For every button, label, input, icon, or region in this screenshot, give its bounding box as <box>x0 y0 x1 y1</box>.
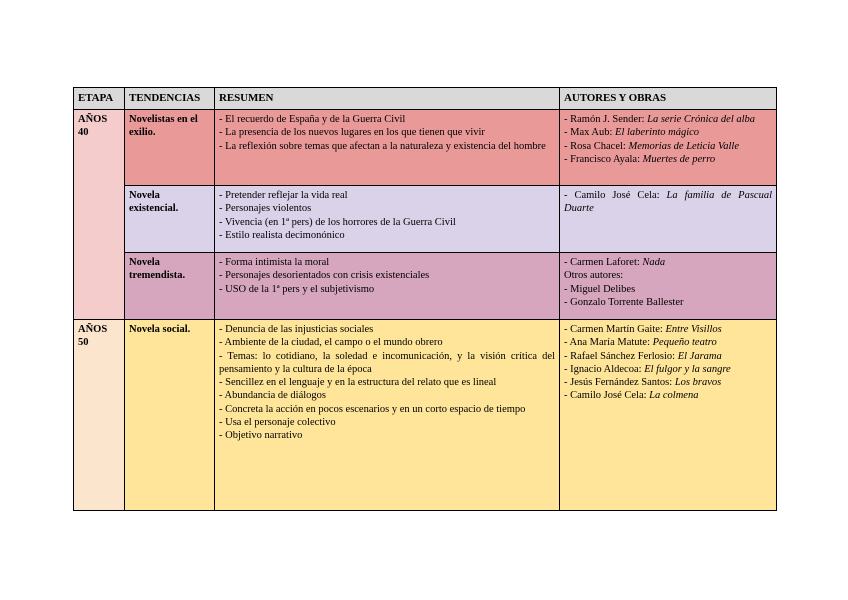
autor-line <box>564 189 772 216</box>
resumen-line: - La reflexión sobre temas que afectan a la naturaleza y existencia del hombre <box>219 140 546 152</box>
autor-line <box>564 389 772 402</box>
work: La serie Crónica del alba <box>647 114 756 125</box>
resumen-line: - Personajes desorientados con crisis existenciales <box>219 270 430 282</box>
resumen-line: - Estilo realista decimonónico <box>219 229 345 241</box>
author: - Jesús Fernández Santos: <box>564 377 675 389</box>
autor-line <box>564 256 772 269</box>
author: - Ramón J. Sender: <box>564 114 648 125</box>
author: - Carmen Laforet: <box>564 257 643 268</box>
resumen-exilio <box>215 110 560 186</box>
tendencia-exilio: Novelistas en el exilio. <box>125 110 215 186</box>
etapa-anos-40: AÑOS 40 <box>74 110 125 320</box>
work: La colmena <box>649 390 699 402</box>
autor-line <box>564 153 772 166</box>
author: - Rosa Chacel: <box>564 140 629 152</box>
resumen-line: - Vivencia (en 1ª pers) de los horrores de la Guerra Civil <box>219 216 456 228</box>
autores-social <box>560 320 777 511</box>
resumen-line: - Denuncia de las injusticias sociales <box>219 324 374 335</box>
author: - Camilo José Cela: <box>564 190 667 201</box>
author: - Max Aub: <box>564 127 616 139</box>
etapa-anos-50: AÑOS 50 <box>74 320 125 511</box>
resumen-line: - Temas: lo cotidiano, la soledad e incomunicación, y la visión crítica del pensamiento y la cultura de la época <box>219 350 555 375</box>
author: - Camilo José Cela: <box>564 390 650 402</box>
author: - Miguel Delibes <box>564 283 636 295</box>
author: Otros autores: <box>564 270 624 282</box>
autores-existencial <box>560 186 777 253</box>
resumen-existencial <box>215 186 560 253</box>
resumen-line: - Forma intimista la moral <box>219 257 330 268</box>
autores-tremendista <box>560 253 777 320</box>
work: Muertes de perro <box>642 153 716 165</box>
work: Memorias de Leticia Valle <box>628 140 739 152</box>
author: - Ignacio Aldecoa: <box>564 363 645 375</box>
autor-line <box>564 323 772 336</box>
resumen-line: - Personajes violentos <box>219 203 312 215</box>
header-resumen: RESUMEN <box>215 88 560 110</box>
row-exilio <box>74 110 777 186</box>
work: Nada <box>642 257 666 268</box>
header-row <box>74 88 777 110</box>
work: El fulgor y la sangre <box>644 363 731 375</box>
resumen-line: - Sencillez en el lenguaje y en la estructura del relato que es lineal <box>219 377 497 389</box>
resumen-line: - El recuerdo de España y de la Guerra Civil <box>219 114 406 125</box>
tendencia-social: Novela social. <box>125 320 215 511</box>
resumen-social <box>215 320 560 511</box>
header-tendencias: TENDENCIAS <box>125 88 215 110</box>
author: - Rafael Sánchez Ferlosio: <box>564 350 678 362</box>
resumen-line: - Objetivo narrativo <box>219 430 303 442</box>
resumen-line: - Usa el personaje colectivo <box>219 417 336 429</box>
resumen-line: - Concreta la acción en pocos escenarios y en un corto espacio de tiempo <box>219 403 526 415</box>
work: Entre Visillos <box>665 324 722 335</box>
autor-line <box>564 363 772 376</box>
row-social <box>74 320 777 511</box>
autor-line <box>564 126 772 139</box>
autor-line <box>564 376 772 389</box>
resumen-tremendista <box>215 253 560 320</box>
row-existencial <box>74 186 777 253</box>
header-autores: AUTORES Y OBRAS <box>560 88 777 110</box>
work: El Jarama <box>677 350 722 362</box>
resumen-line: - La presencia de los nuevos lugares en los que tienen que vivir <box>219 127 485 139</box>
resumen-line: - Abundancia de diálogos <box>219 390 327 402</box>
autor-line <box>564 350 772 363</box>
header-etapa: ETAPA <box>74 88 125 110</box>
autor-line <box>564 283 772 296</box>
autor-line <box>564 336 772 349</box>
autores-exilio <box>560 110 777 186</box>
author: - Francisco Ayala: <box>564 153 643 165</box>
row-tremendista <box>74 253 777 320</box>
literature-table <box>73 87 777 511</box>
tendencia-tremendista: Novela tremendista. <box>125 253 215 320</box>
work: Los bravos <box>674 377 722 389</box>
author: - Gonzalo Torrente Ballester <box>564 296 684 308</box>
resumen-line: - USO de la 1ª pers y el subjetivismo <box>219 283 375 295</box>
work: El laberinto mágico <box>615 127 700 139</box>
work: Pequeño teatro <box>652 337 717 349</box>
author: - Carmen Martín Gaite: <box>564 324 666 335</box>
resumen-line: - Pretender reflejar la vida real <box>219 190 348 201</box>
autor-line <box>564 296 772 309</box>
autor-line <box>564 140 772 153</box>
autor-line <box>564 269 772 282</box>
autor-line <box>564 113 772 126</box>
resumen-line: - Ambiente de la ciudad, el campo o el mundo obrero <box>219 337 443 349</box>
tendencia-existencial: Novela existencial. <box>125 186 215 253</box>
author: - Ana María Matute: <box>564 337 653 349</box>
work: La familia de Pascual Duarte <box>564 190 772 215</box>
